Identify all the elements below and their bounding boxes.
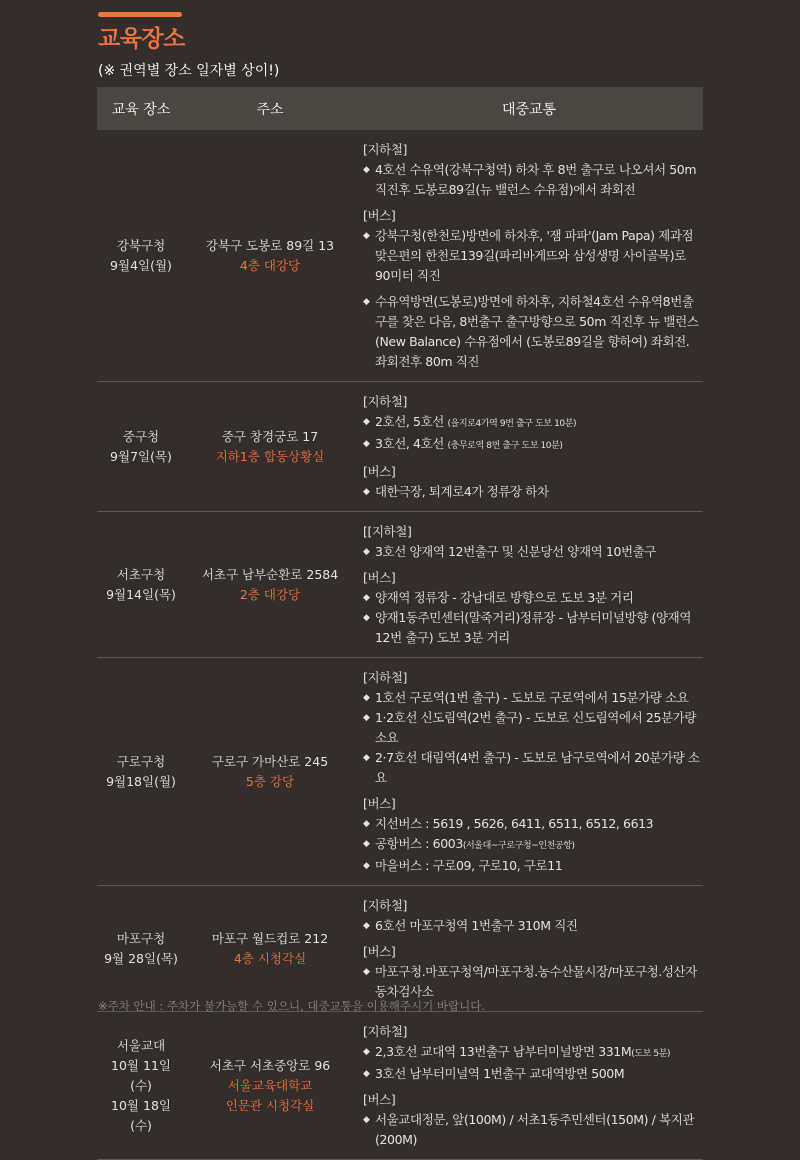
table-row xyxy=(97,886,703,1012)
transit-section xyxy=(363,292,703,372)
diamond-bullet-icon: ◆ xyxy=(363,417,370,427)
table-header-row xyxy=(97,87,703,130)
venue-date: 9월 28일(목) xyxy=(104,950,178,966)
room-location: 서울교육대학교 인문관 시청각실 xyxy=(225,1077,315,1113)
address-cell xyxy=(185,658,355,886)
page-title: 교육장소 xyxy=(98,26,185,52)
diamond-bullet-icon: ◆ xyxy=(363,753,370,763)
room-location: 4층 시청각실 xyxy=(233,950,307,966)
transit-section xyxy=(363,1090,703,1150)
street-address: 마포구 월드컵로 212 xyxy=(211,930,329,946)
diamond-bullet-icon: ◆ xyxy=(363,693,370,703)
transit-item xyxy=(363,1064,703,1084)
transit-item xyxy=(363,482,703,502)
diamond-bullet-icon: ◆ xyxy=(363,439,370,449)
venue-date: 9월14일(목) xyxy=(106,586,176,602)
transit-item-text: 마포구청.마포구청역/마포구청.농수산물시장/마포구청.성산자동차검사소 xyxy=(375,964,697,999)
transit-section xyxy=(363,140,703,200)
venue-name: 서초구청 xyxy=(116,566,166,582)
venue-name: 마포구청 xyxy=(116,930,166,946)
transit-section xyxy=(363,392,703,456)
diamond-bullet-icon: ◆ xyxy=(363,613,370,623)
venue-date: 9월18일(월) xyxy=(106,773,176,789)
diamond-bullet-icon: ◆ xyxy=(363,839,370,849)
transit-item xyxy=(363,588,703,608)
transit-item-text: 6호선 마포구청역 1번출구 310M 직진 xyxy=(375,918,578,933)
transit-item xyxy=(363,814,703,834)
transit-item-text: 3호선, 4호선 xyxy=(375,436,448,451)
transit-item xyxy=(363,542,703,562)
room-location: 2층 대강당 xyxy=(239,586,301,602)
venue-date: 10월 18일(수) xyxy=(111,1097,171,1133)
diamond-bullet-icon: ◆ xyxy=(363,1047,370,1057)
transit-item xyxy=(363,748,703,788)
venue-cell xyxy=(97,1012,185,1160)
diamond-bullet-icon: ◆ xyxy=(363,1115,370,1125)
transit-item-text: 마을버스 : 구로09, 구로10, 구로11 xyxy=(375,858,563,873)
street-address: 강북구 도봉로 89길 13 xyxy=(205,237,335,253)
transit-item-text: 3호선 양재역 12번출구 및 신분당선 양재역 10번출구 xyxy=(375,544,657,559)
address-cell xyxy=(185,382,355,512)
transit-item-note: (을지로4가역 9번 출구 도보 10분) xyxy=(447,419,577,429)
venue-date: 9월4일(월) xyxy=(110,257,172,273)
transit-section xyxy=(363,206,703,286)
transit-section-heading: [지하철] xyxy=(363,1024,407,1039)
transit-item-text: 대한극장, 퇴계로4가 정류장 하차 xyxy=(375,484,549,499)
street-address: 서초구 남부순환로 2584 xyxy=(201,566,339,582)
address-cell xyxy=(185,512,355,658)
parking-note: ※주차 안내 : 주차가 불가능할 수 있으니, 대중교통을 이용해주시기 바랍니다. xyxy=(98,999,485,1013)
street-address: 서초구 서초중앙로 96 xyxy=(209,1057,331,1073)
transit-section-heading: [버스] xyxy=(363,464,396,479)
venue-name: 강북구청 xyxy=(116,237,166,253)
transit-section-heading: [[지하철] xyxy=(363,524,412,539)
transit-item xyxy=(363,1042,703,1064)
diamond-bullet-icon: ◆ xyxy=(363,487,370,497)
transit-section xyxy=(363,668,703,788)
column-header-transit: 대중교통 xyxy=(355,87,703,130)
diamond-bullet-icon: ◆ xyxy=(363,231,370,241)
transit-cell xyxy=(355,886,703,1012)
address-cell xyxy=(185,130,355,382)
transit-section-heading: [지하철] xyxy=(363,670,407,685)
transit-section xyxy=(363,462,703,502)
diamond-bullet-icon: ◆ xyxy=(363,297,370,307)
transit-item-text: 공항버스 : 6003 xyxy=(375,836,463,851)
street-address: 중구 창경궁로 17 xyxy=(221,428,319,444)
venue-name: 중구청 xyxy=(122,428,160,444)
diamond-bullet-icon: ◆ xyxy=(363,547,370,557)
transit-section-heading: [지하철] xyxy=(363,394,407,409)
transit-item-note: (도보 5분) xyxy=(631,1049,671,1059)
transit-section-heading: [지하철] xyxy=(363,142,407,157)
table-row xyxy=(97,512,703,658)
diamond-bullet-icon: ◆ xyxy=(363,921,370,931)
page-subtitle: (※ 권역별 장소 일자별 상이!) xyxy=(98,63,280,79)
table-row xyxy=(97,130,703,382)
address-cell xyxy=(185,886,355,1012)
transit-section-heading: [지하철] xyxy=(363,898,407,913)
venue-cell xyxy=(97,382,185,512)
column-header-address: 주소 xyxy=(185,87,355,130)
transit-item-text: 1·2호선 신도림역(2번 출구) - 도보로 신도림역에서 25분가량 소요 xyxy=(375,710,697,745)
transit-item-text: 양재역 정류장 - 강남대로 방향으로 도보 3분 거리 xyxy=(375,590,634,605)
transit-item-text: 양재1동주민센터(말죽거리)정류장 - 남부터미널방향 (양재역 12번 출구) 도보 3분 거리 xyxy=(375,610,692,645)
transit-item-text: 4호선 수유역(강북구청역) 하차 후 8번 출구로 나오셔서 50m 직진후 도봉로89길(뉴 밸런스 수유점)에서 좌회전 xyxy=(375,162,697,197)
room-location: 4층 대강당 xyxy=(239,257,301,273)
diamond-bullet-icon: ◆ xyxy=(363,165,370,175)
venue-name: 서울교대 xyxy=(116,1037,166,1053)
transit-section xyxy=(363,522,703,562)
transit-section-heading: [버스] xyxy=(363,944,396,959)
venue-name: 구로구청 xyxy=(116,753,166,769)
transit-item xyxy=(363,916,703,936)
transit-item-note: (충무로역 8번 출구 도보 10분) xyxy=(447,441,563,451)
venue-date: 9월7일(목) xyxy=(110,448,172,464)
transit-cell xyxy=(355,512,703,658)
transit-item xyxy=(363,708,703,748)
transit-item xyxy=(363,434,703,456)
transit-section xyxy=(363,568,703,648)
transit-section xyxy=(363,896,703,936)
table-row xyxy=(97,382,703,512)
transit-item-text: 3호선 남부터미널역 1번출구 교대역방면 500M xyxy=(375,1066,625,1081)
transit-item xyxy=(363,962,703,1002)
transit-item-text: 2호선, 5호선 xyxy=(375,414,448,429)
diamond-bullet-icon: ◆ xyxy=(363,861,370,871)
diamond-bullet-icon: ◆ xyxy=(363,967,370,977)
diamond-bullet-icon: ◆ xyxy=(363,1069,370,1079)
transit-item-text: 서울교대정문, 앞(100M) / 서초1동주민센터(150M) / 복지관(200M) xyxy=(375,1112,695,1147)
transit-item-note: (서울대~구로구청~인천공항) xyxy=(462,841,575,851)
transit-item xyxy=(363,412,703,434)
transit-section xyxy=(363,794,703,876)
transit-section xyxy=(363,942,703,1002)
table-row xyxy=(97,1012,703,1160)
transit-item xyxy=(363,226,703,286)
diamond-bullet-icon: ◆ xyxy=(363,819,370,829)
room-location: 지하1층 합동상황실 xyxy=(215,448,325,464)
transit-section-heading: [버스] xyxy=(363,796,396,811)
venue-date: 10월 11일(수) xyxy=(111,1057,171,1093)
transit-section-heading: [버스] xyxy=(363,1092,396,1107)
transit-item-text: 수유역방면(도봉로)방면에 하차후, 지하철4호선 수유역8번출구를 찾은 다음, 8번출구 출구방향으로 50m 직진후 뉴 밸런스(New Balance) 수유점에서 (도봉로89길을 향하여) 좌회전. 좌회전후 80m 직진 xyxy=(375,294,699,369)
title-accent-bar xyxy=(98,12,182,17)
transit-item xyxy=(363,160,703,200)
diamond-bullet-icon: ◆ xyxy=(363,713,370,723)
venue-cell xyxy=(97,658,185,886)
transit-item-text: 2·7호선 대림역(4번 출구) - 도보로 남구로역에서 20분가량 소요 xyxy=(375,750,700,785)
transit-item xyxy=(363,608,703,648)
transit-item xyxy=(363,688,703,708)
diamond-bullet-icon: ◆ xyxy=(363,593,370,603)
room-location: 5층 강당 xyxy=(245,773,295,789)
address-cell xyxy=(185,1012,355,1160)
transit-item xyxy=(363,834,703,856)
venue-cell xyxy=(97,886,185,1012)
street-address: 구로구 가마산로 245 xyxy=(211,753,329,769)
transit-cell xyxy=(355,130,703,382)
table-row xyxy=(97,658,703,886)
transit-cell xyxy=(355,1012,703,1160)
transit-section xyxy=(363,1022,703,1084)
transit-section-heading: [버스] xyxy=(363,208,396,223)
transit-item xyxy=(363,856,703,876)
transit-item-text: 1호선 구로역(1번 출구) - 도보로 구로역에서 15분가량 소요 xyxy=(375,690,689,705)
transit-cell xyxy=(355,658,703,886)
transit-item-text: 강북구청(한천로)방면에 하차후, '잼 파파'(Jam Papa) 제과점 맞은편의 한천로139길(파리바게뜨와 삼성생명 사이골목)로 90미터 직진 xyxy=(375,228,694,283)
venue-cell xyxy=(97,130,185,382)
column-header-place: 교육 장소 xyxy=(97,87,185,130)
transit-item xyxy=(363,1110,703,1150)
transit-item-text: 2,3호선 교대역 13번출구 남부터미널방면 331M xyxy=(375,1044,632,1059)
transit-cell xyxy=(355,382,703,512)
venue-cell xyxy=(97,512,185,658)
transit-section-heading: [버스] xyxy=(363,570,396,585)
transit-item-text: 지선버스 : 5619 , 5626, 6411, 6511, 6512, 6613 xyxy=(375,816,654,831)
transit-item xyxy=(363,292,703,372)
